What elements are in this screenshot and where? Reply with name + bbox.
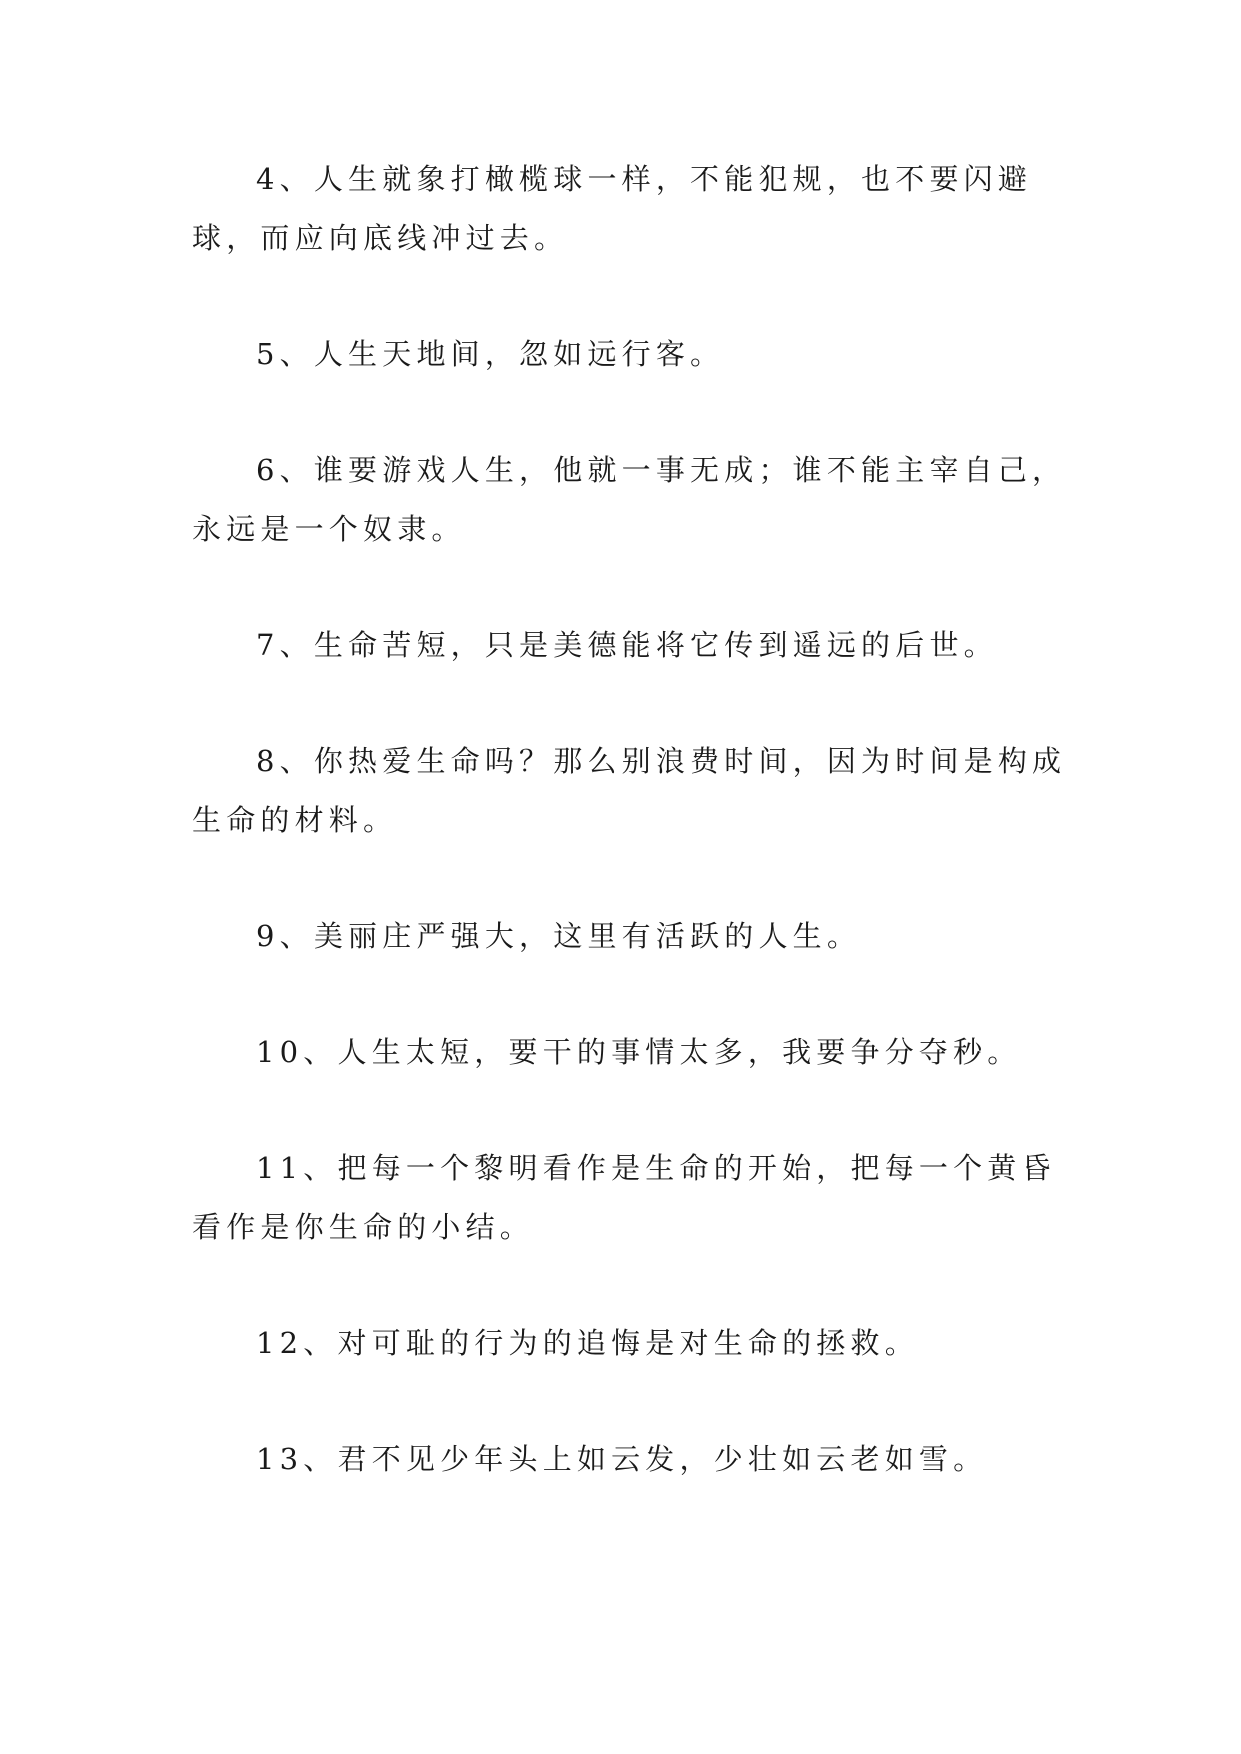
paragraph-8: 8、你热爱生命吗？那么别浪费时间，因为时间是构成生命的材料。 <box>192 744 1067 837</box>
document-body <box>192 150 1072 1546</box>
paragraph-5: 5、人生天地间，忽如远行客。 <box>256 337 725 371</box>
paragraph-12: 12、对可耻的行为的追悔是对生命的拯救。 <box>256 1326 919 1360</box>
paragraph-6: 6、谁要游戏人生，他就一事无成；谁不能主宰自己，永远是一个奴隶。 <box>192 453 1067 546</box>
paragraph-4: 4、人生就象打橄榄球一样，不能犯规，也不要闪避球，而应向底线冲过去。 <box>192 162 1033 255</box>
paragraph-9: 9、美丽庄严强大，这里有活跃的人生。 <box>256 919 862 953</box>
paragraph-10: 10、人生太短，要干的事情太多，我要争分夺秒。 <box>256 1035 1022 1069</box>
paragraph-11: 11、把每一个黎明看作是生命的开始，把每一个黄昏看作是你生命的小结。 <box>192 1151 1056 1244</box>
paragraph-7: 7、生命苦短，只是美德能将它传到遥远的后世。 <box>256 628 998 662</box>
paragraph-13: 13、君不见少年头上如云发，少壮如云老如雪。 <box>256 1442 988 1476</box>
